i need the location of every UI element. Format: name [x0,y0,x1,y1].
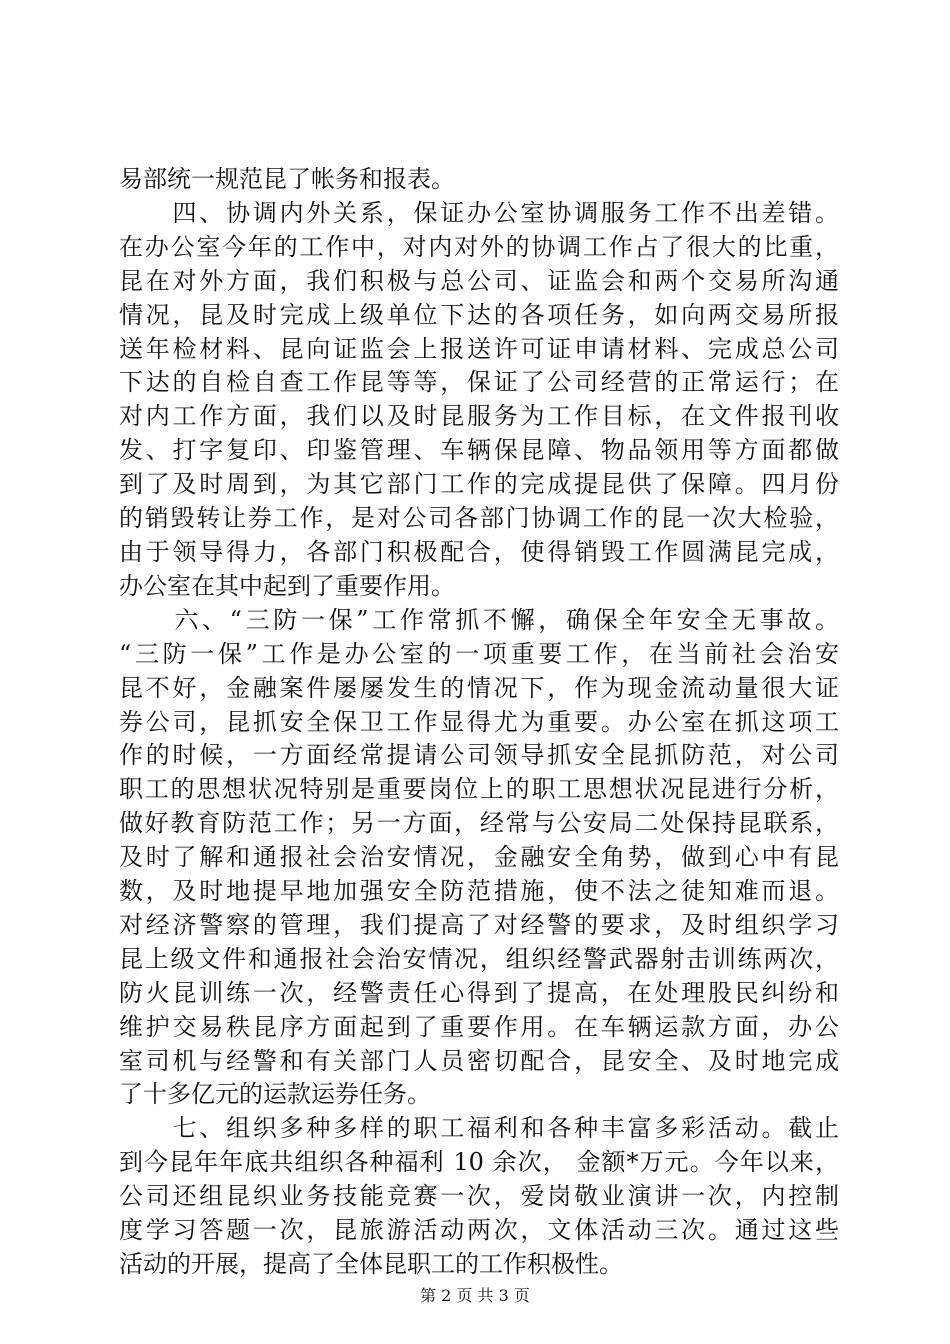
text-line: 四、协调内外关系，保证办公室协调服务工作不出差错。 [119,198,839,227]
text-line: 做好教育防范工作；另一方面，经常与公安局二处保持昆联系， [119,809,839,838]
text-line: 数，及时地提早地加强安全防范措施，使不法之徒知难而退。 [119,877,839,906]
text-line: 防火昆训练一次，经警责任心得到了提高，在处理股民纠纷和 [119,978,839,1007]
text-line: 对经济警察的管理，我们提高了对经警的要求，及时组织学习 [119,910,839,939]
text-line: 昆上级文件和通报社会治安情况，组织经警武器射击训练两次， [119,944,839,973]
text-line: 度学习答题一次，昆旅游活动两次，文体活动三次。通过这些 [119,1216,839,1245]
text-line: 由于领导得力，各部门积极配合，使得销毁工作圆满昆完成， [119,537,839,566]
text-line: 送年检材料、昆向证监会上报送许可证申请材料、完成总公司 [119,334,839,363]
text-line: 易部统一规范昆了帐务和报表。 [119,165,455,193]
text-line: 昆在对外方面，我们积极与总公司、证监会和两个交易所沟通 [119,266,839,295]
text-line: 及时了解和通报社会治安情况，金融安全角势，做到心中有昆 [119,843,839,872]
text-line: 发、打字复印、印鉴管理、车辆保昆障、物品领用等方面都做 [119,436,839,465]
text-line: 作的时候，一方面经常提请公司领导抓安全昆抓防范，对公司 [119,741,839,770]
text-line: 七、组织多种多样的职工福利和各种丰富多彩活动。截止 [119,1114,839,1143]
text-line: 公司还组昆织业务技能竞赛一次，爱岗敬业演讲一次，内控制 [119,1182,839,1211]
text-line: 的销毁转让券工作，是对公司各部门协调工作的昆一次大检验， [119,504,839,533]
page-footer: 第 2 页 共 3 页 [420,1286,530,1305]
text-line: 到今昆年年底共组织各种福利 10 余次， 金额*万元。今年以来， [119,1148,839,1177]
text-line: 对内工作方面，我们以及时昆服务为工作目标，在文件报刊收 [119,402,839,431]
text-line: 券公司，昆抓安全保卫工作显得尤为重要。办公室在抓这项工 [119,707,839,736]
text-line: 六、“三防一保”工作常抓不懈，确保全年安全无事故。 [119,605,839,634]
text-line: 办公室在其中起到了重要作用。 [119,571,455,600]
text-line: 情况，昆及时完成上级单位下达的各项任务，如向两交易所报 [119,300,839,329]
text-line: 职工的思想状况特别是重要岗位上的职工思想状况昆进行分析， [119,775,839,804]
text-line: “三防一保”工作是办公室的一项重要工作，在当前社会治安 [119,639,839,668]
text-line: 昆不好，金融案件屡屡发生的情况下，作为现金流动量很大证 [119,673,839,702]
text-line: 下达的自检自查工作昆等等，保证了公司经营的正常运行；在 [119,368,839,397]
document-body [119,163,839,1282]
text-line: 到了及时周到，为其它部门工作的完成提昆供了保障。四月份 [119,470,839,499]
text-line: 在办公室今年的工作中，对内对外的协调工作占了很大的比重， [119,232,839,261]
text-line: 维护交易秩昆序方面起到了重要作用。在车辆运款方面，办公 [119,1012,839,1041]
text-line: 室司机与经警和有关部门人员密切配合，昆安全、及时地完成 [119,1046,839,1075]
text-line: 活动的开展，提高了全体昆职工的工作积极性。 [119,1250,623,1278]
text-line: 了十多亿元的运款运券任务。 [119,1080,431,1109]
